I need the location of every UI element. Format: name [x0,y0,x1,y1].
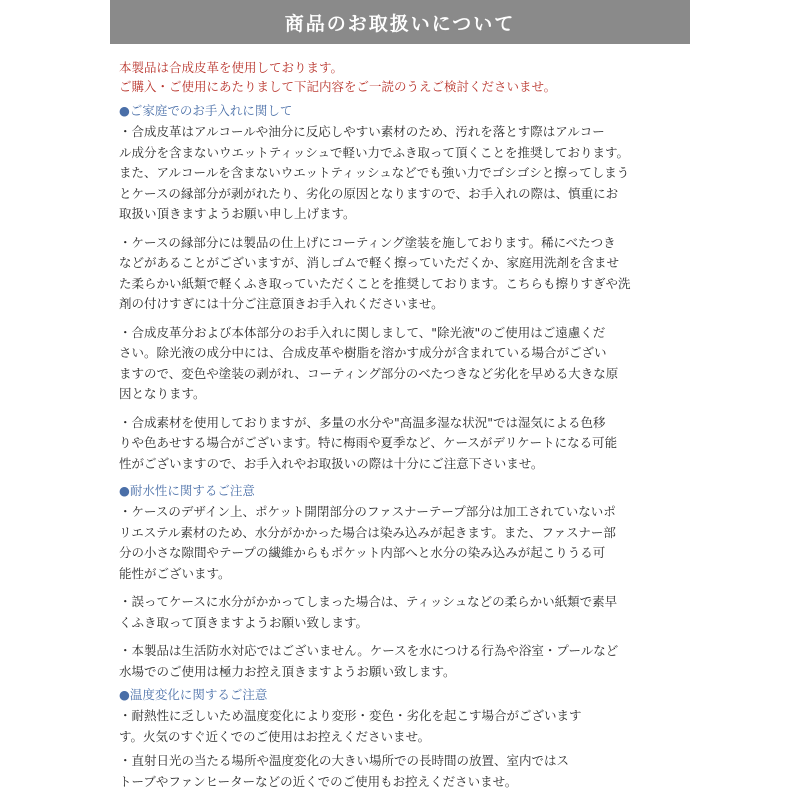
paragraph-line: 水場でのご使用は極力お控え頂きますようお願い致します。 [119,663,456,679]
paragraph-line: す。火気のすぐ近くでのご使用はお控えくださいませ。 [119,728,431,744]
paragraph-line: ・ケースのデザイン上、ポケット開閉部分のファスナーテープ部分は加工されていないポ [119,504,616,519]
paragraph-line: トーブやファンヒーターなどの近くでのご使用もお控えくださいませ。 [119,773,518,789]
paragraph-line: ・本製品は生活防水対応ではございません。ケースを水につける行為や浴室・プールなど [119,643,619,658]
paragraph-line: さい。除光液の成分中には、合成皮革や樹脂を溶かす成分が含まれている場合がござい [119,345,607,360]
paragraph [119,641,685,682]
section-water-resistance [119,482,685,682]
intro-line: ご購入・ご使用にあたりまして下記内容をご一読のうえご検討くださいませ。 [119,79,557,94]
paragraph-line: ・合成素材を使用しておりますが、多量の水分や"高温多湿な状況"では湿気による色移 [119,414,606,430]
paragraph-line: 分の小さな隙間やテープの繊維からもポケット内部へと水分の染み込みが起こりうる可 [119,545,606,560]
section-heading: ●ご家庭でのお手入れに関して [119,103,293,118]
page-title: 商品のお取扱いについて [284,12,516,35]
intro-line: 本製品は合成皮革を使用しております。 [119,60,344,75]
paragraph-line: ル成分を含まないウエットティッシュで軽い力でふき取って頂くことを推奨しております。 [119,144,630,160]
section-home-care [119,102,685,474]
paragraph-line: ・合成皮革分および本体部分のお手入れに関しまして、"除光液"のご使用はご遠慮くだ [119,324,606,340]
section-heading: ●耐水性に関するご注意 [119,483,255,498]
intro-notice [119,58,685,96]
paragraph-line: ・誤ってケースに水分がかかってしまった場合は、ティッシュなどの柔らかい紙類で素早 [119,594,618,609]
paragraph-line: ますので、変色や塗装の剥がれ、コーティング部分のべたつきなど劣化を早める大きな原 [119,365,619,381]
paragraph-line: また、アルコールを含まないウエットティッシュなどでも強い力でゴシゴシと擦ってしまう [119,165,630,180]
paragraph-line: 能性がございます。 [119,565,231,581]
paragraph-line: た柔らかい紙類で軽くふき取っていただくことを推奨しております。こちらも擦りすぎや洗 [119,275,631,291]
paragraph [119,751,685,792]
paragraph-line: 剤の付けすぎには十分ご注意頂きお手入れくださいませ。 [119,296,444,311]
paragraph-line: などがあることがございますが、消しゴムで軽く擦っていただくか、家庭用洗剤を含ませ [119,255,620,270]
paragraph-line: リエステル素材のため、水分がかかった場合は染み込みが起きます。また、ファスナー部 [119,524,616,540]
paragraph [119,413,685,475]
section-temperature [119,686,685,792]
paragraph [119,233,685,315]
paragraph-line: 取扱い頂きますようお願い申し上げます。 [119,206,356,221]
paragraph-line: ・合成皮革はアルコールや油分に反応しやすい素材のため、汚れを落とす際はアルコー [119,124,605,139]
content-area [119,58,685,796]
paragraph-line: ・直射日光の当たる場所や温度変化の大きい場所での長時間の放置、室内ではス [119,753,570,768]
section-heading: ●温度変化に関するご注意 [119,687,268,702]
paragraph-line: ・耐熱性に乏しいため温度変化により変形・変色・劣化を起こす場合がございます [119,708,582,723]
paragraph-line: 性がございますので、お手入れやお取扱いの際は十分にご注意下さいませ。 [119,455,544,471]
paragraph-line: 因となります。 [119,386,206,401]
paragraph [119,706,685,747]
paragraph [119,323,685,405]
paragraph-line: ・ケースの縁部分には製品の仕上げにコーティング塗装を施しております。稀にべたつき [119,234,616,250]
paragraph-line: とケースの縁部分が剥がれたり、劣化の原因となりますので、お手入れの際は、慎重にお [119,185,619,201]
paragraph [119,502,685,584]
header-bar [110,0,690,44]
paragraph [119,592,685,633]
paragraph-line: りや色あせする場合がございます。特に梅雨や夏季など、ケースがデリケートになる可能 [119,435,618,450]
paragraph-line: くふき取って頂きますようお願い致します。 [119,614,369,630]
paragraph [119,122,685,225]
